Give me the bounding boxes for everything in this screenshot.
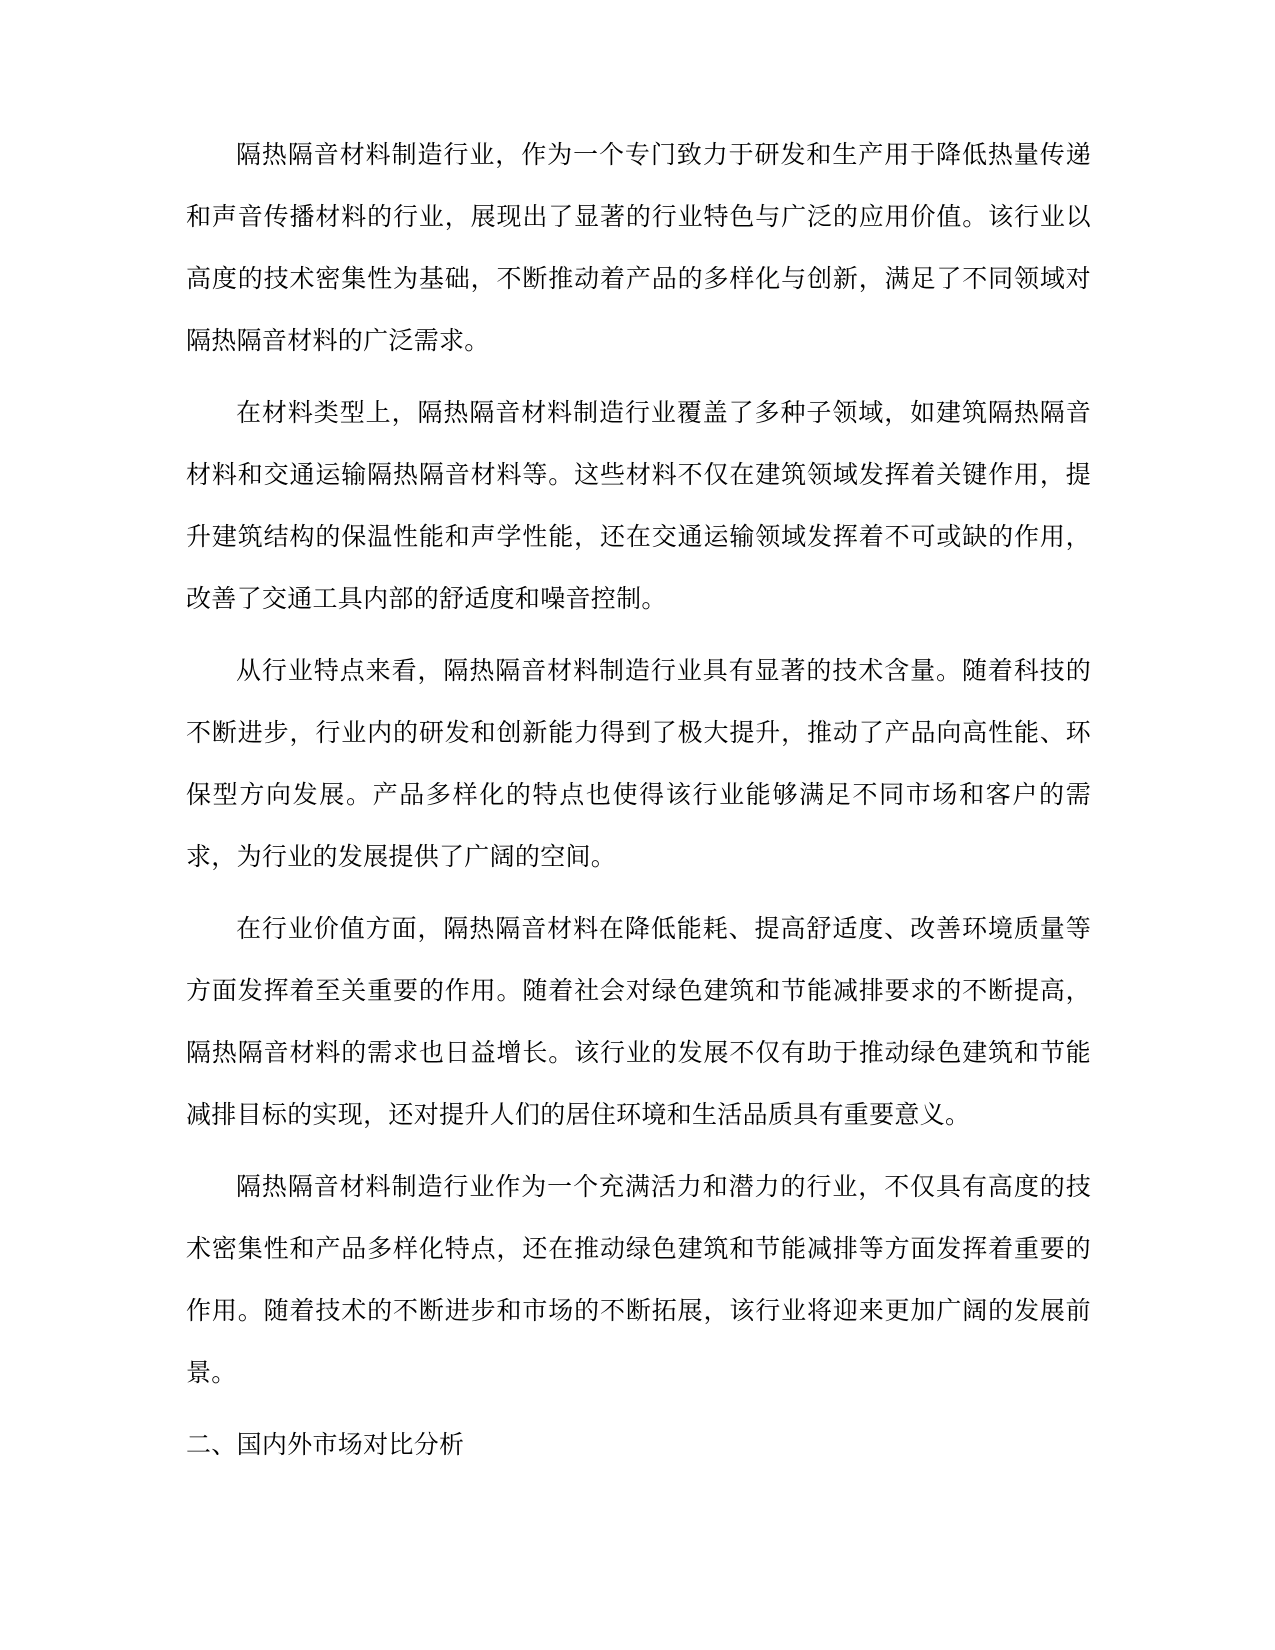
body-paragraph-material-types: 在材料类型上，隔热隔音材料制造行业覆盖了多种子领域，如建筑隔热隔音材料和交通运输隔热隔音材料等。这些材料不仅在建筑领域发挥着关键作用，提升建筑结构的保温性能和声学性能，还在交通运输领域发挥着不可或缺的作用，改善了交通工具内部的舒适度和噪音控制。 [186,399,1091,613]
body-paragraph-industry-value: 在行业价值方面，隔热隔音材料在降低能耗、提高舒适度、改善环境质量等方面发挥着至关重要的作用。随着社会对绿色建筑和节能减排要求的不断提高，隔热隔音材料的需求也日益增长。该行业的发展不仅有助于推动绿色建筑和节能减排目标的实现，还对提升人们的居住环境和生活品质具有重要意义。 [186,915,1091,1129]
body-paragraph-industry-outlook: 隔热隔音材料制造行业作为一个充满活力和潜力的行业，不仅具有高度的技术密集性和产品多样化特点，还在推动绿色建筑和节能减排等方面发挥着重要的作用。随着技术的不断进步和市场的不断拓展，该行业将迎来更加广阔的发展前景。 [186,1173,1091,1387]
document-content [186,124,1091,1476]
section-heading-market-comparison: 二、国内外市场对比分析 [186,1431,465,1459]
body-paragraph-industry-overview: 隔热隔音材料制造行业，作为一个专门致力于研发和生产用于降低热量传递和声音传播材料的行业，展现出了显著的行业特色与广泛的应用价值。该行业以高度的技术密集性为基础，不断推动着产品的多样化与创新，满足了不同领域对隔热隔音材料的广泛需求。 [186,141,1091,355]
body-paragraph-industry-characteristics: 从行业特点来看，隔热隔音材料制造行业具有显著的技术含量。随着科技的不断进步，行业内的研发和创新能力得到了极大提升，推动了产品向高性能、环保型方向发展。产品多样化的特点也使得该行业能够满足不同市场和客户的需求，为行业的发展提供了广阔的空间。 [186,657,1091,871]
